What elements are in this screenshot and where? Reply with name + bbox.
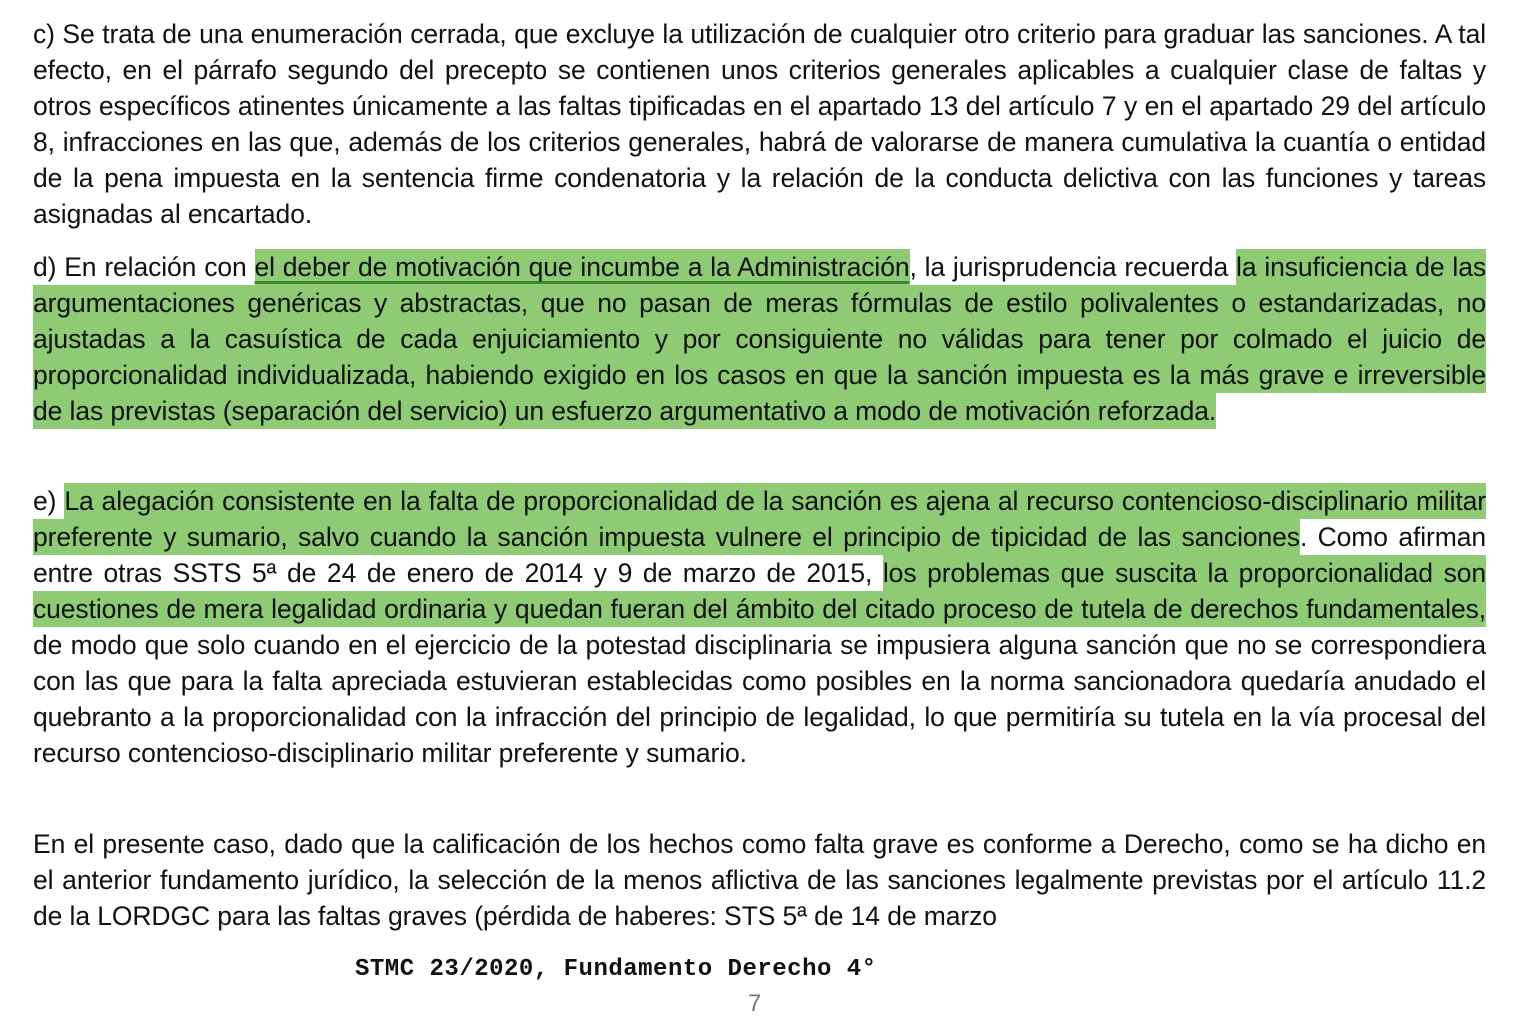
paragraph-c: c) Se trata de una enumeración cerrada, que excluye la utilización de cualquier otro criterio para graduar las sanciones. A tal efecto, en el párrafo segundo del precepto se contienen unos criterios generales aplicables a cualquier clase de faltas y otros específicos atinentes únicamente a las faltas tipificadas en el apartado 13 del artículo 7 y en el apartado 29 del artículo 8, infracciones en las que, además de los criterios generales, habrá de valorarse de manera cumulativa la cuantía o entidad de la pena impuesta en la sentencia firme condenatoria y la relación de la conducta delictiva con las funciones y tareas asignadas al encartado.	[33, 19, 1486, 229]
paragraph-e	[33, 483, 1486, 771]
paragraph-d-text-1: d) En relación con	[33, 252, 255, 282]
paragraph-d-text-2: , la jurisprudencia recuerda	[909, 252, 1237, 282]
paragraph-e-text-1: e)	[33, 486, 65, 516]
highlight-deber-motivacion: el deber de motivación que incumbe a la Administración	[255, 249, 910, 285]
highlight-alegacion: La alegación consistente en la falta de proporcionalidad de la sanción es ajena al recurso contencioso-disciplinario militar preferente y sumario, salvo cuando la sanción impuesta vulnere el principio de tipicidad de las sanciones	[33, 483, 1486, 555]
highlight-insuficiencia: la insuficiencia de las argumentaciones genéricas y abstractas, que no pasan de meras fórmulas de estilo polivalentes o estandarizadas, no ajustadas a la casuística de cada enjuiciamiento y por consiguiente no válidas para tener por colmado el juicio de proporcionalidad individualizada, habiendo exigido en los casos en que la sanción impuesta es la más grave e irreversible de las previstas (separación del servicio) un esfuerzo argumentativo a modo de motivación reforzada.	[33, 249, 1486, 429]
highlight-problemas-proporcionalidad: los problemas que suscita la proporcionalidad son cuestiones de mera legalidad ordinaria y quedan fueran del ámbito del citado proceso de tutela de derechos fundamentales,	[33, 555, 1486, 627]
paragraph-f: En el presente caso, dado que la calificación de los hechos como falta grave es conforme a Derecho, como se ha dicho en el anterior fundamento jurídico, la selección de la menos aflictiva de las sanciones legalmente previstas por el artículo 11.2 de la LORDGC para las faltas graves (pérdida de haberes: STS 5ª de 14 de marzo	[33, 829, 1486, 931]
paragraph-e-text-2: . Como afirman entre otras SSTS 5ª de 24 de enero de 2014 y 9 de marzo de 2015,	[33, 522, 1486, 588]
paragraph-e-text-3: de modo que solo cuando en el ejercicio de la potestad disciplinaria se impusiera alguna sanción que no se correspondiera con las que para la falta apreciada estuvieran establecidas como posibles en la norma sancionadora quedaría anudado el quebranto a la proporcionalidad con la infracción del principio de legalidad, lo que permitiría su tutela en la vía procesal del recurso contencioso-disciplinario militar preferente y sumario.	[33, 630, 1486, 768]
paragraph-d	[33, 249, 1486, 429]
page-number: 7	[748, 990, 762, 1017]
document-footer: STMC 23/2020, Fundamento Derecho 4°	[355, 956, 877, 983]
